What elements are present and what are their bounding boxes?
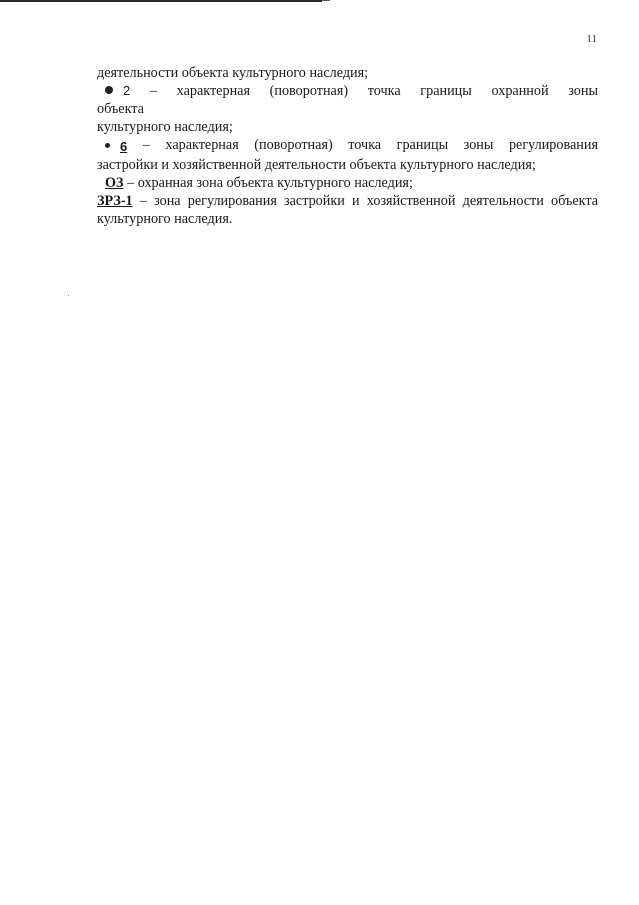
legend-item-zrz xyxy=(97,192,598,210)
oz-point-description-line1: – характерная (поворотная) точка границы охранной зоны объекта xyxy=(97,83,598,117)
oz-point-marker-number: 2 xyxy=(123,83,131,98)
zrz-point-description-line2: застройки и хозяйственной деятельности объекта культурного наследия; xyxy=(97,156,536,173)
legend-item-oz-point xyxy=(97,82,598,118)
legend-item-zrz-point xyxy=(97,136,598,156)
top-border-line-tail xyxy=(322,0,330,1)
legend-item-oz xyxy=(97,174,598,192)
oz-code: ОЗ xyxy=(105,174,124,191)
oz-description: – охранная зона объекта культурного наследия; xyxy=(127,174,413,191)
small-dot-icon xyxy=(105,143,110,148)
zrz-point-marker-number: 6 xyxy=(120,138,128,154)
oz-point-marker xyxy=(105,82,130,100)
zrz-point-description-line1: – характерная (поворотная) точка границы зоны регулирования xyxy=(142,137,599,153)
zrz-description-line1: – зона регулирования застройки и хозяйственной деятельности объекта xyxy=(139,192,598,209)
page-number: 11 xyxy=(586,33,597,45)
legend-block xyxy=(97,64,598,228)
scan-speck xyxy=(68,295,69,296)
top-border-line xyxy=(0,0,322,2)
zrz-description-line2: культурного наследия. xyxy=(97,210,233,227)
filled-circle-icon xyxy=(105,86,113,94)
zrz-code: ЗРЗ-1 xyxy=(97,192,133,209)
legend-intro-line: деятельности объекта культурного наследия; xyxy=(97,65,369,81)
oz-point-description-line2: культурного наследия; xyxy=(97,119,233,135)
zrz-point-marker xyxy=(105,138,127,156)
